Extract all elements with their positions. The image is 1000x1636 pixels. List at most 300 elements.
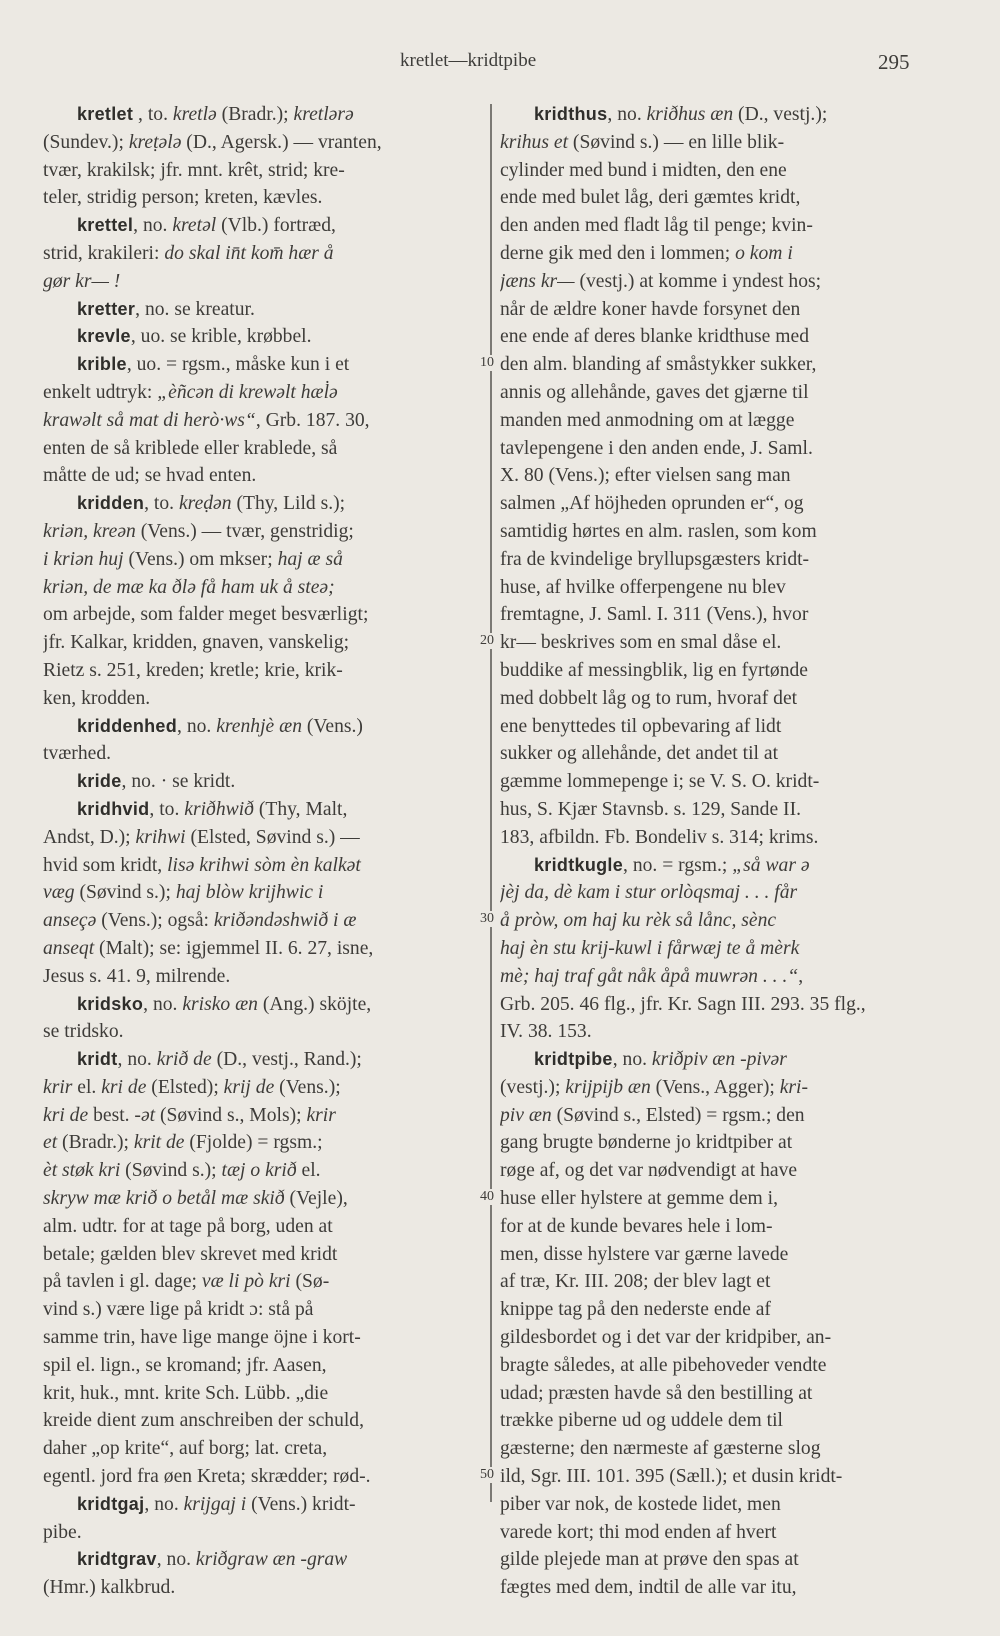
text-line <box>43 1574 481 1602</box>
text-line <box>500 685 926 713</box>
text-run: trække piberne ud og uddele dem til <box>500 1410 783 1432</box>
text-run: (Vlb.) fortræd, <box>216 215 336 237</box>
text-run: enkelt udtryk: <box>43 381 158 403</box>
text-run: (Sø- <box>290 1271 330 1293</box>
text-run: , no. <box>607 104 647 125</box>
text-line <box>500 1102 926 1130</box>
text-line <box>43 518 481 546</box>
dialect-form: kriən, kreən <box>43 520 136 542</box>
text-line <box>500 1241 926 1269</box>
text-run: buddike af messingblik, lig en fyrtønde <box>500 659 808 681</box>
headword: krevle <box>77 326 131 347</box>
running-head: kretlet—kridtpibe <box>400 50 537 71</box>
text-run: men, disse hylstere var gærne lavede <box>500 1243 789 1265</box>
text-run: manden med anmodning om at lægge <box>500 409 795 431</box>
line-number-50: 50 <box>474 1467 500 1483</box>
text-line <box>500 462 926 490</box>
text-line <box>500 1213 926 1241</box>
headword: krettel <box>77 215 134 236</box>
text-line <box>43 740 481 768</box>
text-run: (vestj.); <box>500 1076 566 1098</box>
text-line <box>500 351 926 379</box>
text-run: (Vens.) kridt- <box>246 1493 356 1515</box>
text-line <box>500 879 926 907</box>
text-line <box>43 963 481 991</box>
text-line <box>43 852 481 880</box>
text-run: , no. <box>156 1549 196 1571</box>
text-run: (Søvind s., Elsted) = rgsm.; den <box>551 1104 805 1126</box>
text-run: røge af, og det var nødvendigt at have <box>500 1160 798 1182</box>
text-line <box>500 657 926 685</box>
text-run: når de ældre koner havde forsynet den <box>500 298 801 320</box>
text-run: teler, stridig person; kreten, kævles. <box>43 187 323 209</box>
text-run: måtte de ud; se hvad enten. <box>43 465 257 487</box>
entry-head-line <box>43 490 481 518</box>
text-run: (Vens.); <box>274 1076 341 1098</box>
dialect-form: kriən, de mæ ka ðlə få ham uk å steə; <box>43 576 335 598</box>
text-run: IV. 38. 153. <box>500 1021 592 1043</box>
text-run: (Bradr.); <box>216 104 294 125</box>
text-line <box>43 1435 481 1463</box>
text-line <box>500 1352 926 1380</box>
text-line <box>43 1296 481 1324</box>
text-run: annis og allehånde, gaves det gjærne til <box>500 381 809 403</box>
headword: kride <box>77 771 122 792</box>
text-line <box>43 1018 481 1046</box>
text-run: af træ, Kr. III. 208; der blev lagt et <box>500 1271 771 1293</box>
text-line <box>500 1407 926 1435</box>
text-line <box>500 601 926 629</box>
text-run: , to. <box>144 493 179 515</box>
text-line <box>43 574 481 602</box>
text-run: , uo. = rgsm., måske kun i et <box>126 354 350 376</box>
dialect-form: krijpijb æn <box>565 1076 651 1098</box>
dialect-form: jæns kr— <box>500 270 575 292</box>
text-run: Grb. 205. 46 flg., jfr. Kr. Sagn III. 293. 35 flg., <box>500 993 866 1015</box>
text-line <box>500 629 926 657</box>
dialect-form: kriðəndəshwið i æ <box>213 910 357 932</box>
text-run: gæsterne; den nærmeste af gæsterne slog <box>500 1438 821 1460</box>
text-run: fremtagne, J. Saml. I. 311 (Vens.), hvor <box>500 604 809 626</box>
dialect-form: krihwi <box>135 826 186 848</box>
text-line <box>43 129 481 157</box>
text-line <box>43 629 481 657</box>
text-run: gang brugte bønderne jo kridtpiber at <box>500 1132 793 1154</box>
text-run: den alm. blanding af småstykker sukker, <box>500 354 817 376</box>
headword: kretlet <box>77 104 134 124</box>
dialect-form: krir <box>43 1076 73 1098</box>
text-run: el. <box>296 1160 321 1182</box>
dialect-form: krij de <box>223 1076 275 1098</box>
text-line <box>500 546 926 574</box>
page-header <box>0 50 1000 80</box>
dialect-form: krið de <box>156 1049 212 1071</box>
dialect-form: krenhjè æn <box>216 715 302 737</box>
text-line <box>500 1296 926 1324</box>
text-line <box>43 1157 481 1185</box>
dialect-form: krawəlt så mat di herò·ws“ <box>43 409 256 431</box>
text-line <box>43 907 481 935</box>
dialect-form: piv æn <box>500 1104 552 1126</box>
dialect-form: krihus et <box>500 131 569 153</box>
dialect-form: gør kr— ! <box>43 270 121 292</box>
text-run: gæmme lommepenge i; se V. S. O. kridt- <box>500 771 820 793</box>
text-run: cylinder med bund i midten, den ene <box>500 159 787 181</box>
text-run: Jesus s. 41. 9, milrende. <box>43 965 231 987</box>
text-run: (Elsted, Søvind s.) — <box>185 826 360 848</box>
text-run: varede kort; thi mod enden af hvert <box>500 1521 777 1543</box>
entry-head-line <box>43 351 481 379</box>
text-line <box>500 435 926 463</box>
dialect-form: „så war ə <box>732 854 810 876</box>
dialect-form: væ li pò kri <box>201 1271 291 1293</box>
text-line <box>500 1519 926 1547</box>
dialect-form: kriðgraw æn -graw <box>195 1549 348 1571</box>
headword: kridtpibe <box>534 1049 613 1070</box>
text-line <box>500 1074 926 1102</box>
headword: kridthus <box>534 104 608 124</box>
text-run: med dobbelt låg og to rum, hvoraf det <box>500 687 798 709</box>
text-line <box>43 685 481 713</box>
text-run: enten de så kriblede eller krablede, så <box>43 437 338 459</box>
dialect-form: èt støk kri <box>43 1160 121 1182</box>
text-run: , to. <box>149 798 185 820</box>
entry-head-line <box>43 212 481 240</box>
text-line <box>500 240 926 268</box>
entry-head-line <box>43 296 481 324</box>
entry-head-line <box>43 1546 481 1574</box>
entry-head-line <box>43 991 481 1019</box>
text-run: kreide dient zum anschreiben der schuld, <box>43 1410 365 1432</box>
text-line <box>500 1435 926 1463</box>
text-run: (D., Agersk.) — vranten, <box>181 131 382 153</box>
text-line <box>500 1463 926 1491</box>
text-run: betale; gælden blev skrevet med kridt <box>43 1243 338 1265</box>
text-run: samme trin, have lige mange öjne i kort- <box>43 1327 361 1349</box>
text-run: ene ende af deres blanke kridthuse med <box>500 326 810 348</box>
text-run: , <box>798 965 804 987</box>
text-line <box>500 740 926 768</box>
text-run: el. <box>72 1076 102 1098</box>
dialect-form: haj æ så <box>277 548 343 570</box>
line-number-20: 20 <box>474 633 500 649</box>
text-line <box>500 323 926 351</box>
text-run: tavlepengene i den anden ende, J. Saml. <box>500 437 813 459</box>
text-run: (Malt); se: igjemmel II. 6. 27, isne, <box>94 937 374 959</box>
line-number-10: 10 <box>474 355 500 371</box>
text-run: (Bradr.); <box>57 1132 134 1154</box>
text-run: (Sundev.); <box>43 131 129 153</box>
text-run: hus, S. Kjær Stavnsb. s. 129, Sande II. <box>500 798 801 820</box>
dialect-form: kretəl <box>172 215 217 237</box>
text-run: (Ang.) sköjte, <box>257 993 372 1015</box>
text-run: , Grb. 187. 30, <box>255 409 370 431</box>
text-line <box>43 407 481 435</box>
text-line <box>500 490 926 518</box>
text-run: , no. <box>144 1493 184 1515</box>
text-line <box>500 907 926 935</box>
headword: kridt <box>77 1049 118 1070</box>
headword: kridsko <box>77 993 144 1014</box>
text-run: (D., vestj., Rand.); <box>211 1049 362 1071</box>
dialect-form: kretlərə <box>293 104 354 125</box>
text-run: se tridsko. <box>43 1021 124 1043</box>
text-run: bragte således, at alle pibehoveder vendte <box>500 1354 827 1376</box>
entry-head-line <box>43 713 481 741</box>
text-run: den anden med fladt låg til penge; kvin- <box>500 215 813 237</box>
text-line <box>43 1074 481 1102</box>
dialect-form: haj èn stu krij-kuwl i fårwæj te å mèrk <box>500 937 800 959</box>
text-run: , no. = rgsm.; <box>623 854 733 876</box>
entry-head-line <box>43 1046 481 1074</box>
text-run: (Vens.); også: <box>96 910 214 932</box>
text-run: tværhed. <box>43 743 112 765</box>
text-run: kr— beskrives som en smal dåse el. <box>500 632 782 654</box>
right-column <box>500 101 926 1602</box>
text-run: (Hmr.) kalkbrud. <box>43 1577 176 1599</box>
text-run: , to. <box>133 104 173 125</box>
text-line <box>43 184 481 212</box>
text-run: huse, af hvilke offerpengene nu blev <box>500 576 786 598</box>
text-run: , no. · se kridt. <box>121 771 236 793</box>
headword: krible <box>77 354 127 375</box>
text-line <box>43 1407 481 1435</box>
headword: kridtgaj <box>77 1493 145 1514</box>
text-run: ene benyttedes til opbevaring af lidt <box>500 715 782 737</box>
text-line <box>500 824 926 852</box>
text-line <box>500 1491 926 1519</box>
text-run: (Elsted); <box>146 1076 224 1098</box>
dialect-form: anseçə <box>43 910 97 932</box>
text-line <box>500 184 926 212</box>
text-run: , no. <box>177 715 217 737</box>
dialect-form: i kriən huj <box>43 548 124 570</box>
dialect-form: kriðhwið <box>184 798 254 820</box>
text-run: egentl. jord fra øen Kreta; skrædder; rød-. <box>43 1466 371 1488</box>
text-line <box>43 1519 481 1547</box>
dialect-form: ət <box>140 1104 156 1126</box>
dialect-form: lisə krihwi sòm èn kalkət <box>167 854 361 876</box>
page-number: 295 <box>878 50 910 74</box>
line-number-30: 30 <box>474 911 500 927</box>
text-run: samtidig hørtes en alm. raslen, som kom <box>500 520 817 542</box>
text-run: vind s.) være lige på kridt ɔ: stå på <box>43 1299 314 1321</box>
entry-head-line <box>43 101 481 129</box>
text-line <box>43 935 481 963</box>
text-line <box>500 379 926 407</box>
text-line <box>43 268 481 296</box>
text-line <box>43 1380 481 1408</box>
text-line <box>43 879 481 907</box>
entry-head-line <box>500 1046 926 1074</box>
text-line <box>43 1268 481 1296</box>
text-line <box>43 1324 481 1352</box>
text-run: 183, afbildn. Fb. Bondeliv s. 314; krims. <box>500 826 819 848</box>
text-run: hvid som kridt, <box>43 854 168 876</box>
text-line <box>500 963 926 991</box>
dialect-form: jèj da, dè kam i stur orlòqsmaj . . . får <box>500 882 798 904</box>
text-run: (Thy, Malt, <box>253 798 348 820</box>
text-run: for at de kunde bevares hele i lom- <box>500 1215 773 1237</box>
text-run: (Fjolde) = rgsm.; <box>184 1132 323 1154</box>
text-line <box>43 1241 481 1269</box>
text-line <box>500 1380 926 1408</box>
headword: kridtkugle <box>534 854 624 875</box>
text-run: på tavlen i gl. dage; <box>43 1271 202 1293</box>
text-line <box>43 1185 481 1213</box>
dialect-form: skryw mæ krið o betål mæ skið <box>43 1188 285 1210</box>
headword: kridtgrav <box>77 1549 157 1570</box>
text-run: gilde plejede man at prøve den spas at <box>500 1549 799 1571</box>
text-line <box>500 407 926 435</box>
dialect-form: mè; haj traf gåt nåk åpå muwrən . . .“ <box>500 965 799 987</box>
dialect-form: kriðhus æn <box>646 104 734 125</box>
text-run: pibe. <box>43 1521 82 1543</box>
text-line <box>43 546 481 574</box>
dialect-form: kreṭələ <box>128 131 182 153</box>
headword: kretter <box>77 298 136 319</box>
text-line <box>500 296 926 324</box>
dialect-form: haj blòw krijhwic i <box>175 882 324 904</box>
text-line <box>43 240 481 268</box>
text-run: ken, krodden. <box>43 687 151 709</box>
text-run: spil el. lign., se kromand; jfr. Aasen, <box>43 1354 327 1376</box>
headword: kriddenhed <box>77 715 178 736</box>
text-run: , no. <box>133 215 173 237</box>
text-run: , no. <box>117 1049 157 1071</box>
dialect-form: kriðpiv æn -pivər <box>651 1049 787 1071</box>
text-line <box>500 935 926 963</box>
text-run: tvær, krakilsk; jfr. mnt. krêt, strid; kre- <box>43 159 345 181</box>
text-run: (Vens.) om mkser; <box>123 548 278 570</box>
dialect-form: å pròw, om haj ku rèk så lånc, sènc <box>500 910 777 932</box>
text-run: knippe tag på den nederste ende af <box>500 1299 771 1321</box>
text-run: ende med bulet låg, deri gæmtes kridt, <box>500 187 801 209</box>
text-run: Rietz s. 251, kreden; kretle; krie, krik- <box>43 659 343 681</box>
entry-head-line <box>43 1491 481 1519</box>
dialect-form: kreḍən <box>178 493 232 515</box>
text-line <box>43 1463 481 1491</box>
dialect-form: krijgaj i <box>183 1493 247 1515</box>
text-run: krit, huk., mnt. krite Sch. Lübb. „die <box>43 1382 329 1404</box>
text-run: sukker og allehånde, det andet til at <box>500 743 779 765</box>
text-run: , no. <box>612 1049 652 1071</box>
text-line <box>43 157 481 185</box>
text-line <box>43 1213 481 1241</box>
text-run: ild, Sgr. III. 101. 395 (Sæll.); et dusin kridt- <box>500 1466 843 1488</box>
text-run: gildesbordet og i det var der kridpiber, an- <box>500 1327 832 1349</box>
text-line <box>43 435 481 463</box>
text-run: (Vens.) <box>302 715 363 737</box>
line-number-40: 40 <box>474 1189 500 1205</box>
text-line <box>500 1129 926 1157</box>
text-line <box>500 1268 926 1296</box>
text-line <box>500 768 926 796</box>
text-line <box>500 713 926 741</box>
text-run: (Thy, Lild s.); <box>231 493 346 515</box>
text-run: Andst, D.); <box>43 826 136 848</box>
dialect-form: væg <box>43 882 75 904</box>
headword: kridden <box>77 493 145 514</box>
text-run: fægtes med dem, indtil de alle var itu, <box>500 1577 797 1599</box>
dialect-form: kri de <box>43 1104 89 1126</box>
text-run: (D., vestj.); <box>733 104 828 125</box>
dialect-form: „èñcən di krewəlt hæl̇ə <box>157 381 338 403</box>
text-run: (Søvind s.); <box>120 1160 222 1182</box>
text-line <box>500 1546 926 1574</box>
dialect-form: krir <box>306 1104 336 1126</box>
text-run: piber var nok, de kostede lidet, men <box>500 1493 781 1515</box>
text-line <box>500 268 926 296</box>
entry-head-line <box>43 768 481 796</box>
text-line <box>500 1574 926 1602</box>
text-line <box>500 1018 926 1046</box>
text-run: , no. <box>143 993 183 1015</box>
text-line <box>500 129 926 157</box>
dialect-form: kretlə <box>172 104 217 125</box>
dialect-form: anseqt <box>43 937 95 959</box>
text-run: best. - <box>88 1104 141 1126</box>
text-run: X. 80 (Vens.); efter vielsen sang man <box>500 465 791 487</box>
text-line <box>43 1102 481 1130</box>
text-line <box>43 379 481 407</box>
text-run: (Søvind s.); <box>74 882 176 904</box>
dialect-form: kri de <box>101 1076 147 1098</box>
dialect-form: krit de <box>133 1132 185 1154</box>
dialect-form: krisko æn <box>182 993 258 1015</box>
text-line <box>500 991 926 1019</box>
text-line <box>43 601 481 629</box>
text-line <box>43 1352 481 1380</box>
text-run: daher „op krite“, auf borg; lat. creta, <box>43 1438 328 1460</box>
text-run: (Vejle), <box>284 1188 348 1210</box>
text-run: , uo. se krible, krøbbel. <box>130 326 312 348</box>
text-run: alm. udtr. for at tage på borg, uden at <box>43 1215 333 1237</box>
left-column <box>43 101 481 1602</box>
dialect-form: o kom i <box>735 242 793 264</box>
text-run: om arbejde, som falder meget besværligt; <box>43 604 369 626</box>
text-run: , no. se kreatur. <box>135 298 255 320</box>
text-run: strid, krakileri: <box>43 242 165 264</box>
text-run: fra de kvindelige bryllupsgæsters kridt- <box>500 548 810 570</box>
dialect-form: tæj o krið <box>221 1160 297 1182</box>
dialect-form: do skal in̄t kom̄ hær å <box>164 242 334 264</box>
headword: kridhvid <box>77 798 150 819</box>
text-line <box>500 1157 926 1185</box>
text-line <box>500 796 926 824</box>
text-run: derne gik med den i lommen; <box>500 242 736 264</box>
text-run: (Søvind s., Mols); <box>155 1104 307 1126</box>
entry-head-line <box>43 323 481 351</box>
entry-head-line <box>500 852 926 880</box>
column-rule <box>490 104 492 1502</box>
text-run: jfr. Kalkar, kridden, gnaven, vanskelig; <box>43 632 350 654</box>
text-run: salmen „Af höjheden oprunden er“, og <box>500 493 804 515</box>
text-run: huse eller hylstere at gemme dem i, <box>500 1188 779 1210</box>
text-line <box>43 1129 481 1157</box>
text-run: (Vens.) — tvær, genstridig; <box>135 520 354 542</box>
text-run: (Søvind s.) — en lille blik- <box>568 131 785 153</box>
text-line <box>43 824 481 852</box>
text-line <box>500 1324 926 1352</box>
text-run: udad; præsten havde så den bestilling at <box>500 1382 813 1404</box>
text-run: (Vens., Agger); <box>650 1076 780 1098</box>
text-line <box>43 657 481 685</box>
text-line <box>500 1185 926 1213</box>
text-line <box>500 518 926 546</box>
text-line <box>500 157 926 185</box>
entry-head-line <box>43 796 481 824</box>
